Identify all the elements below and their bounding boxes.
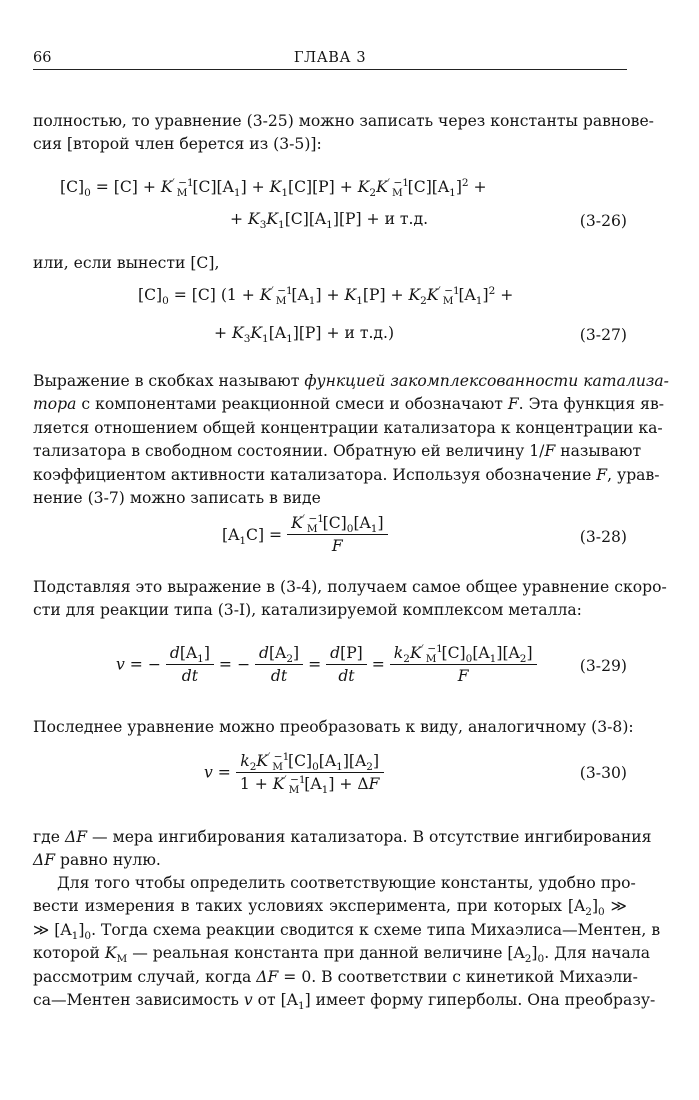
equation-number: (3-26) <box>579 212 627 230</box>
text-line: Выражение в скобках называют функцией закомплексованности катализа- <box>33 372 669 390</box>
paragraph-michaelis <box>33 872 661 1013</box>
text-line: где ΔF — мера ингибирования катализатора. В отсутствие ингибирования <box>33 828 652 846</box>
text-line: Последнее уравнение можно преобразовать к виду, аналогичному (3-8): <box>33 718 634 736</box>
text-line: тора с компонентами реакционной смеси и обозначают F. Эта функция яв- <box>33 395 665 414</box>
text-line: сия [второй член берется из (3-5)]: <box>33 135 322 154</box>
paragraph-substitution <box>33 576 667 623</box>
equation-3-26-line2: + $K_3K_1[C][A_1][P] + и$ т.д. <box>230 210 429 232</box>
text-line: ≫ $[A_1]_0$. Тогда схема реакции сводится к схеме типа Михаэлиса—Ментен, в <box>33 920 661 942</box>
text-line: или, если вынести [C], <box>33 254 220 272</box>
text-line: Для того чтобы определить соответствующие константы, удобно про- <box>57 874 636 892</box>
emphasis-term: тора <box>33 395 77 414</box>
text-line: ΔF равно нулю. <box>33 851 161 870</box>
equation-number: (3-27) <box>579 326 627 344</box>
emphasis-term: функцией закомплексованности катализа- <box>304 372 669 390</box>
equation-3-27-line1: $[C]_0 = [C] (1 + K^{' -1}_M$ $[A_1] + K_1[P] + K_2K^{' -1}_M$ $[A_1]^2$ + <box>138 284 514 308</box>
text-line: нение (3-7) можно записать в виде <box>33 488 321 507</box>
text-line: са—Ментен зависимость v от $[A_1]$ имеет форму гиперболы. Она преобразу- <box>33 990 656 1013</box>
equation-3-28: $[A_1C]$ = $\frac{K^{' -1}_M [C]_0[A_1]}{F}$ <box>222 514 388 555</box>
chapter-title: ГЛАВА 3 <box>293 50 367 66</box>
equation-3-26-line1: $[C]_0 = [C] + K^{' -1}_M$ $[C][A_1] + K_1[C][P] + K_2K^{' -1}_M$ $[C][A_1]^2$ + <box>60 176 487 200</box>
equation-number: (3-28) <box>579 528 627 546</box>
text-line: полностью, то уравнение (3-25) можно записать через константы равнове- <box>33 112 654 130</box>
paragraph-intro <box>33 110 654 157</box>
equation-number: (3-30) <box>579 764 627 782</box>
paragraph-or <box>33 252 627 275</box>
text-line: которой $K_M$ — реальная константа при данной величине $[A_2]_0$. Для начала <box>33 944 650 966</box>
equation-3-29: v = − $\frac{d[A_1]}{dt}$ = − $\frac{d[A_2]}{dt}$ = $\frac{d[P]}{dt}$ = $\frac{k_2K^{' -1}_M [C]_0[A_1][A_2]}{F}$ <box>116 644 537 685</box>
paragraph-inhibition <box>33 826 652 873</box>
paragraph-definition <box>33 370 669 510</box>
page-number: 66 <box>33 50 52 66</box>
header-rule <box>33 69 627 70</box>
text-line: Подставляя это выражение в (3-4), получаем самое общее уравнение скоро- <box>33 578 667 596</box>
text-line: коэффициентом активности катализатора. Используя обозначение F, урав- <box>33 465 660 484</box>
equation-3-27-line2: + $K_3K_1[A_1][P] + и$ т.д.) <box>214 324 395 346</box>
equation-3-30: v = $\frac{k_2K^{' -1}_M [C]_0[A_1][A_2]}{1 + K^{' -1}_M [A_1] + \Delta F}$ <box>204 752 384 793</box>
text-line: рассмотрим случай, когда ΔF = 0. В соответствии с кинетикой Михаэли- <box>33 967 638 986</box>
running-header <box>33 50 627 70</box>
text-line: вести измерения в таких условиях эксперимента, при которых $[A_2]_0$ ≫ <box>33 897 627 919</box>
text-line: сти для реакции типа (3-I), катализируемой комплексом металла: <box>33 601 582 620</box>
text-line: тализатора в свободном состоянии. Обратную ей величину 1/F называют <box>33 442 642 461</box>
text-line: ляется отношением общей концентрации катализатора к концентрации ка- <box>33 418 663 437</box>
paragraph-transform <box>33 716 634 739</box>
equation-number: (3-29) <box>579 657 627 675</box>
